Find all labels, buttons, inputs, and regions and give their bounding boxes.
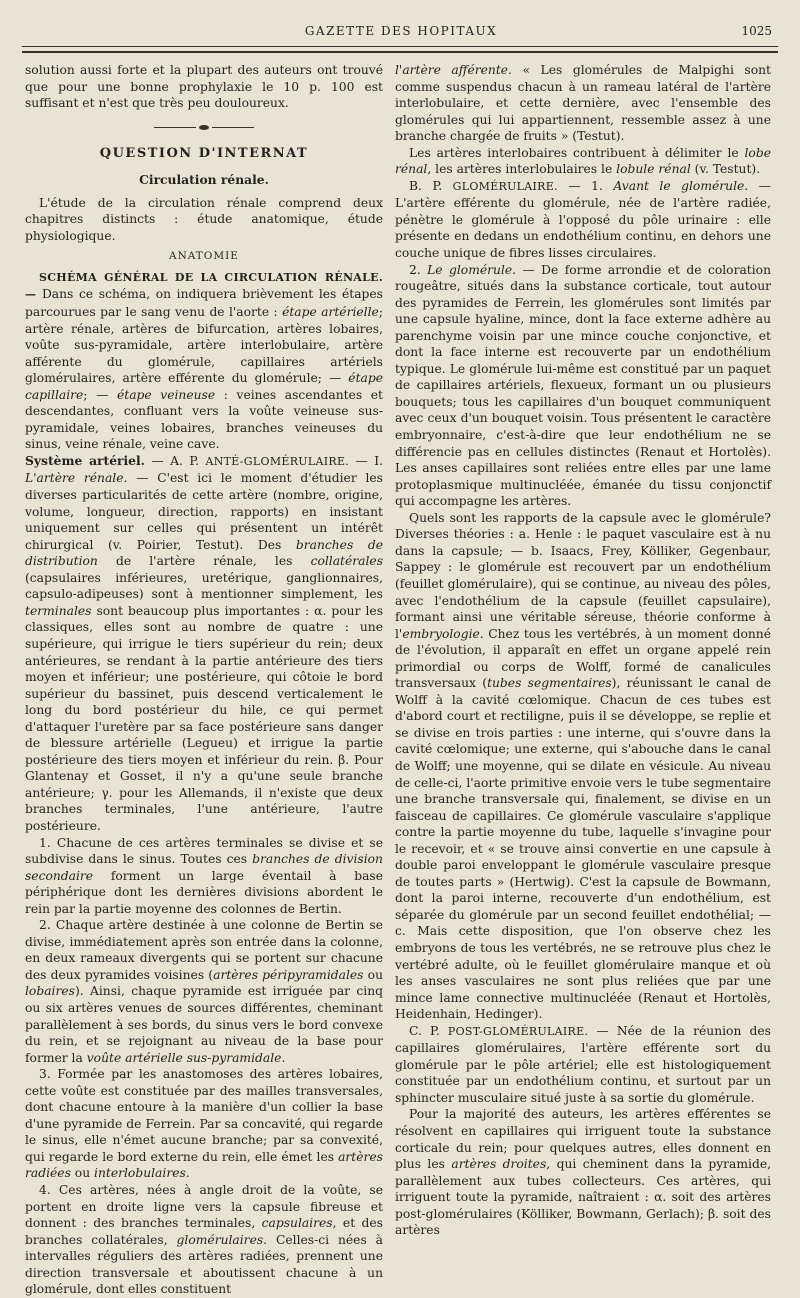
- paragraph: Les artères interlobaires contribuent à délimiter le lobe rénal, les artères interlobulaires le lobule rénal (v. Testut).: [395, 145, 771, 177]
- header-rule-thick: [22, 51, 778, 53]
- ornament-divider: [25, 124, 383, 132]
- section-subtitle: Circulation rénale.: [139, 172, 269, 188]
- header-rule: [22, 46, 778, 47]
- left-column: [25, 62, 383, 1298]
- paragraph: Quels sont les rapports de la capsule avec le glomérule? Diverses théories : a. Henle : le paquet vasculaire est à nu dans la capsule; — b. Isaacs, Frey, Kölliker, Gegenbaur, Sappey : le glomérule est recouvert par un endothélium (feuillet glomérulaire), qui se continue, au niveau des pôles, avec l'endothélium de la capsule (feuillet capsulaire), formant ainsi une véritable séreuse, théorie conforme à l'embryologie. Chez tous les vertébrés, à un moment donné de l'évolution, il apparaît en effet un organe appelé rein primordial ou corps de Wolff, formé de canalicules transversaux (tubes segmentaires), réunissant le canal de Wolff à la cavité cœlomique. Chacun de ces tubes est d'abord court et rectiligne, puis il se développe, se replie et se divise en trois parties : une interne, qui s'ouvre dans la cavité cœlomique; une externe, qui s'abouche dans le canal de Wolff; une moyenne, qui se dilate en vésicule. Au niveau de celle-ci, l'aorte primitive envoie vers le tube segmentaire une branche transversale qui, finalement, se divise en un faisceau de capillaires. Ce glomérule vasculaire s'applique contre la partie moyenne du tube, laquelle s'invagine pour le recevoir, et « se trouve ainsi convertie en une capsule à double paroi enveloppant le glomérule vasculaire presque de toutes parts » (Hertwig). C'est la capsule de Bowmann, dont la paroi interne, recouverte d'un endothélium, est séparée du glomérule par un second feuillet endothélial; — c. Mais cette disposition, que l'on observe chez les embryons de tous les vertébrés, ne se retrouve plus chez le vertébré adulte, où le feuillet glomérulaire manque et où les anses vasculaires ne sont plus reliées que par une mince lame connective multinucléée (Renaut et Hortolès, Heidenhain, Hedinger).: [395, 510, 771, 1022]
- paragraph: C. P. POST-GLOMÉRULAIRE. — Née de la réunion des capillaires glomérulaires, l'artère efférente sort du glomérule par le pôle artériel; elle est histologiquement constituée par un endothélium continu, et surtout par un sphincter musculaire situé juste à sa sortie du glomérule.: [395, 1023, 771, 1105]
- paragraph: Pour la majorité des auteurs, les artères efférentes se résolvent en capillaires qui irriguent toute la substance corticale du rein; pour quelques autres, elles donnent en plus les artères droites, qui cheminent dans la pyramide, parallèlement aux tubes collecteurs. Ces artères, qui irriguent toute la pyramide, naîtraient : α. soit des artères post-glomérulaires (Kölliker, Bowmann, Gerlach); β. soit des artères: [395, 1107, 772, 1238]
- run-heading: Système artériel.: [25, 452, 145, 468]
- paragraph: solution aussi forte et la plupart des auteurs ont trouvé que pour une bonne prophylaxie le 10 p. 100 est suffisant et n'est que très peu douloureux.: [25, 63, 383, 111]
- run-heading: SCHÉMA GÉNÉRAL DE LA CIRCULATION RÉNALE. —: [25, 270, 383, 302]
- subheading-anatomie: ANATOMIE: [169, 250, 239, 263]
- paragraph: l'artère afférente. « Les glomérules de Malpighi sont comme suspendus chacun à un rameau latéral de l'artère interlobulaire, et cette dernière, avec l'ensemble des glomérules qui lui appartiennent, ressemble assez à une branche chargée de fruits » (Testut).: [395, 63, 771, 144]
- paragraph: 3. Formée par les anastomoses des artères lobaires, cette voûte est constituée par des mailles transversales, dont chacune entoure à la manière d'un collier la base d'une pyramide de Ferrein. Par sa concavité, qui regarde le sinus, elle n'émet aucune branche; par sa convexité, qui regarde le bord externe du rein, elle émet les artères radiées ou interlobulaires.: [25, 1067, 383, 1181]
- paragraph: 2. Le glomérule. — De forme arrondie et de coloration rougeâtre, situés dans la substance corticale, tout autour des pyramides de Ferrein, les glomérules sont limités par une capsule hyaline, mince, dont la face externe adhère au parenchyme voisin par une mince couche conjonctive, et dont la face interne est recouverte par un endothélium typique. Le glomérule lui-même est constitué par un paquet de capillaires artériels, flexueux, formant un ou plusieurs bouquets; tous les capillaires d'un bouquet communiquent avec ceux d'un bouquet voisin. Tous présentent le caractère embryonnaire, c'est-à-dire que leur endothélium ne se différencie pas en cellules distinctes (Renaut et Hortolès). Les anses capillaires sont reliées entre elles par une lame protoplasmique multinucléée, émanée du tissu conjonctif qui accompagne les artères.: [395, 262, 771, 509]
- page-header: [30, 22, 772, 44]
- page-number: 1025: [741, 24, 772, 38]
- paragraph: 4. Ces artères, nées à angle droit de la voûte, se portent en droite ligne vers la capsule fibreuse et donnent : des branches terminales, capsulaires, et des branches collatérales, glomérulaires. Celles-ci nées à intervalles réguliers des artères radiées, prennent une direction transversale et aboutissent chacune à un glomérule, dont elles constituent: [25, 1183, 383, 1297]
- section-title: QUESTION D'INTERNAT: [99, 145, 309, 161]
- paragraph: SCHÉMA GÉNÉRAL DE LA CIRCULATION RÉNALE. — Dans ce schéma, on indiquera brièvement les étapes parcourues par le sang venu de l'aorte : étape artérielle; artère rénale, artères de bifurcation, artères lobaires, voûte sus-pyramidale, artère interlobulaire, artère afférente du glomérule, capillaires artériels glomérulaires, artère efférente du glomérule; — étape capillaire; — étape veineuse : veines ascendantes et descendantes, confluant vers la voûte veineuse sus-pyramidale, veines lobaires, branches veineuses du sinus, veine rénale, veine cave.: [25, 270, 383, 452]
- right-column: [395, 62, 771, 1239]
- paragraph: 1. Chacune de ces artères terminales se divise et se subdivise dans le sinus. Toutes ces branches de division secondaire forment un large éventail à base périphérique dont les dernières divisions abordent le rein par la partie moyenne des colonnes de Bertin.: [25, 835, 383, 916]
- paragraph: 2. Chaque artère destinée à une colonne de Bertin se divise, immédiatement après son entrée dans la colonne, en deux rameaux divergents qui se portent sur chacune des deux pyramides voisines (artères péripyramidales ou lobaires). Ainsi, chaque pyramide est irriguée par cinq ou six artères venues de sources différentes, cheminant parallèlement à ses bords, du sinus vers le bord convexe du rein, et se rejoignant au niveau de la base pour former la voûte artérielle sus-pyramidale.: [25, 918, 384, 1065]
- journal-title: GAZETTE DES HOPITAUX: [304, 24, 498, 38]
- paragraph: Système artériel. — A. P. ANTÉ-GLOMÉRULAIRE. — I. L'artère rénale. — C'est ici le moment d'étudier les diverses particularités de cette artère (nombre, origine, volume, longueur, direction, rapports) en insistant uniquement sur celles qui présentent un intérêt chirurgical (v. Poirier, Testut). Des branches de distribution de l'artère rénale, les collatérales (capsulaires inférieures, uretérique, ganglionnaires, capsulo-adipeuses) sont à mentionner simplement, les terminales sont beaucoup plus importantes : α. pour les classiques, elles sont au nombre de quatre : une supérieure, qui irrigue le tiers supérieur du rein; deux antérieures, se rendant à la partie antérieure des tiers moyen et inférieur; une postérieure, qui côtoie le bord supérieur du bassinet, puis descend verticalement le long du bord postérieur du hile, ce qui permet d'attaquer l'uretère par sa face postérieure sans danger de blessure artérielle (Legueu) et irrigue la partie postérieure des tiers moyen et inférieur du rein. β. Pour Glantenay et Gosset, il n'y a qu'une seule branche antérieure; γ. pour les Allemands, il n'existe que deux branches terminales, l'une antérieure, l'autre postérieure.: [25, 452, 383, 833]
- paragraph: B. P. GLOMÉRULAIRE. — 1. Avant le glomérule. — L'artère efférente du glomérule, née de l'artère radiée, pénètre le glomérule à l'opposé du pôle urinaire : elle présente en dedans un endothélium continu, en dehors une couche unique de fibres lisses circulaires.: [395, 178, 771, 261]
- paragraph: L'étude de la circulation rénale comprend deux chapitres distincts : étude anatomique, étude physiologique.: [25, 195, 383, 243]
